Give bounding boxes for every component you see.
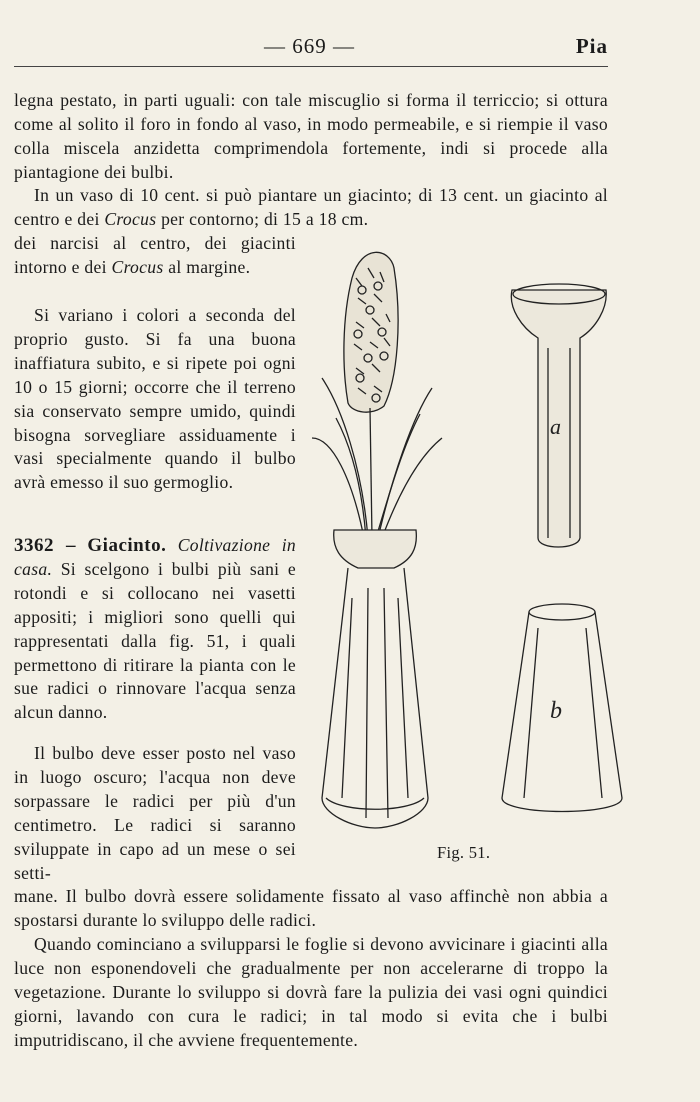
paragraph	[14, 184, 608, 232]
running-title: Pia	[575, 34, 608, 58]
paragraph-text: dei narcisi al centro, dei giacinti intorno e dei	[14, 233, 296, 277]
paragraph-text: In un vaso di 10 cent. si può piantare un giacinto; di 13 cent. un giacinto al centro e dei	[14, 185, 608, 229]
page-number: — 669 —	[264, 34, 355, 58]
vase-with-bulb	[322, 530, 428, 828]
paragraph: Quando cominciano a svilupparsi le foglie si devono avvicinare i giacinti alla luce non esponendoveli che gradualmente per non accelerarne di troppo la vegetazione. Durante lo sviluppo si dovrà fare la pulizia dei vasi ogni quindici giorni, lavando con cura le radici; in tal modo si evita che i bulbi imputridiscano, il che avviene frequentemente.	[14, 934, 608, 1050]
figure-caption: Fig. 51.	[437, 843, 491, 862]
paragraph-text: Si scelgono i bulbi più sani e rotondi e si collocano nei vasetti appositi; i migliori sono quelli qui rappresentati dalla fig. 51, i quali permettono di ritirare la pianta con le sue radici o rinnovare l'acqua senza alcun danno.	[14, 558, 297, 723]
paragraph: mane. Il bulbo dovrà essere solidamente fissato al vaso affinchè non abbia a spostarsi durante lo sviluppo delle radici.	[14, 886, 608, 930]
page-header	[0, 34, 700, 64]
italic-term: Crocus	[111, 256, 164, 277]
paragraph: Si variano i colori a seconda del proprio gusto. Si fa una buona inaffiatura subito, e si ripete poi ogni 10 o 15 giorni; occorre che il terreno sia conservato sempre umido, quindi bisogna sorvegliare assiduamente i vasi specialmente quando il bulbo avrà emesso il suo germoglio.	[14, 305, 296, 493]
entry-number: 3362 –	[14, 535, 76, 556]
entry	[14, 534, 296, 725]
paragraph-text: al margine.	[168, 256, 251, 277]
italic-term: Crocus	[104, 208, 157, 229]
paragraph-text: per contorno; di 15 a 18 cm.	[161, 208, 369, 229]
label-a: a	[550, 414, 561, 439]
vase-b	[502, 604, 622, 812]
paragraph	[14, 232, 296, 280]
entry-title: Giacinto.	[87, 535, 167, 556]
label-b: b	[550, 698, 562, 724]
hyacinth-vase-illustration	[312, 238, 642, 838]
header-rule	[14, 66, 608, 67]
paragraph: legna pestato, in parti uguali: con tale miscuglio si forma il terriccio; si ottura come al solito il foro in fondo al vaso, in modo permeabile, e si riempie il vaso colla miscela anzidetta comprimendola fortemente, indi si procede alla piantagione dei bulbi.	[14, 90, 608, 182]
paragraph: Il bulbo deve esser posto nel vaso in luogo oscuro; l'acqua non deve sorpassare le radici per più d'un centimetro. Le radici si saranno sviluppate in capo ad un mese o sei setti-	[14, 743, 296, 883]
entry-subtitle: Coltivazione in casa.	[14, 535, 296, 579]
flower-spike	[344, 252, 398, 412]
